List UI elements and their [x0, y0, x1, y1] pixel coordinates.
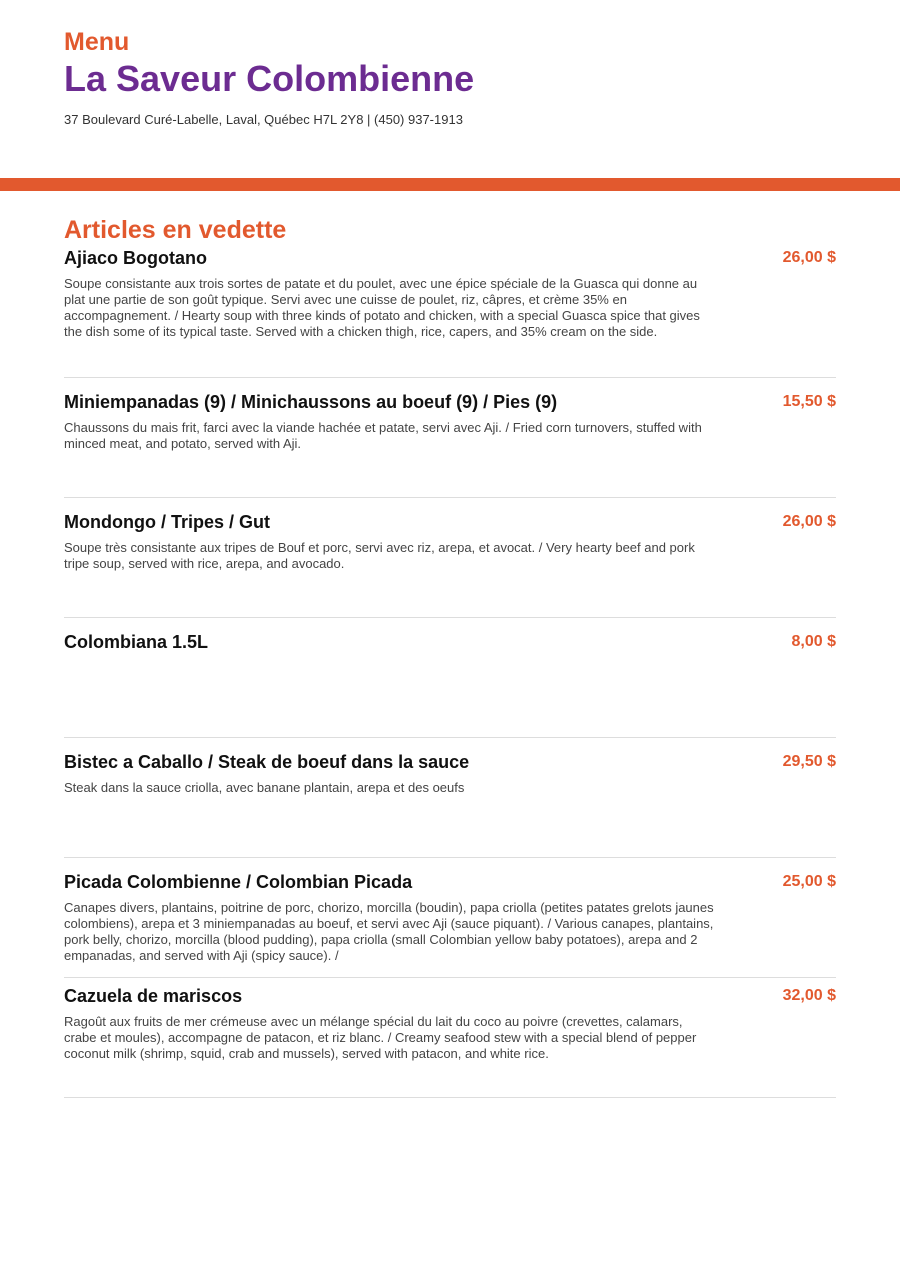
item-price: 8,00 $ — [791, 633, 836, 650]
item-price: 26,00 $ — [782, 513, 836, 530]
menu-item — [64, 498, 836, 618]
menu-header — [64, 28, 836, 128]
item-price: 29,50 $ — [782, 753, 836, 770]
restaurant-address: 37 Boulevard Curé-Labelle, Laval, Québec H7L 2Y8 | (450) 937-1913 — [64, 112, 463, 127]
menu-item — [64, 858, 836, 978]
featured-section — [64, 214, 836, 1098]
restaurant-name: La Saveur Colombienne — [64, 58, 475, 99]
item-name: Colombiana 1.5L — [64, 632, 209, 652]
item-name: Cazuela de mariscos — [64, 986, 243, 1006]
item-name: Mondongo / Tripes / Gut — [64, 512, 270, 532]
item-name: Bistec a Caballo / Steak de boeuf dans la sauce — [64, 752, 470, 772]
item-description: Canapes divers, plantains, poitrine de porc, chorizo, morcilla (boudin), papa criolla (petites patates grelots jaunes colombiens), arepa et 3 miniempanadas au boeuf, et servi avec Aji (sauce piquant). / Various canapes, plantains, pork belly, chorizo, morcilla (blood pudding), papa criolla (small Colombian yellow baby potatoes), arepa and 2 empanadas, and served with Aji (spicy sauce). / — [64, 900, 714, 963]
item-description: Chaussons du mais frit, farci avec la viande hachée et patate, servi avec Aji. / Fried corn turnovers, stuffed with minced meat, and potato, served with Aji. — [64, 420, 702, 451]
item-price: 32,00 $ — [782, 987, 836, 1004]
item-description: Soupe consistante aux trois sortes de patate et du poulet, avec une épice spéciale de la Guasca qui donne au plat une partie de son goût typique. Servi avec une cuisse de poulet, riz, câpres, et crème 35% en accompagnement. / Hearty soup with three kinds of potato and chicken, with a special Guasca spice that gives the dish some of its typical taste. Served with a chicken thigh, rice, capers, and 35% cream on the side. — [64, 276, 700, 339]
menu-label: Menu — [64, 28, 130, 56]
item-description: Ragoût aux fruits de mer crémeuse avec un mélange spécial du lait du coco au poivre (crevettes, calamars, crabe et moules), accompagne de patacon, et riz blanc. / Creamy seafood stew with a special blend of pepper coconut milk (shrimp, squid, crab and mussels), served with patacon, and white rice. — [64, 1014, 697, 1061]
item-description: Soupe très consistante aux tripes de Bouf et porc, servi avec riz, arepa, et avocat. / Very hearty beef and pork tripe soup, served with rice, arepa, and avocado. — [64, 540, 695, 571]
menu-item — [64, 618, 836, 738]
item-description: Steak dans la sauce criolla, avec banane plantain, arepa et des oeufs — [64, 780, 465, 795]
item-price: 25,00 $ — [782, 873, 836, 890]
menu-item — [64, 978, 836, 1098]
item-name: Picada Colombienne / Colombian Picada — [64, 872, 413, 892]
menu-item — [64, 738, 836, 858]
item-name: Ajiaco Bogotano — [64, 248, 207, 268]
menu-item — [64, 378, 836, 498]
header-divider-bar — [0, 178, 900, 191]
item-name: Miniempanadas (9) / Minichaussons au boeuf (9) / Pies (9) — [64, 392, 558, 412]
menu-item — [64, 246, 836, 378]
item-price: 26,00 $ — [782, 249, 836, 266]
section-title: Articles en vedette — [64, 216, 287, 244]
item-price: 15,50 $ — [782, 393, 836, 410]
